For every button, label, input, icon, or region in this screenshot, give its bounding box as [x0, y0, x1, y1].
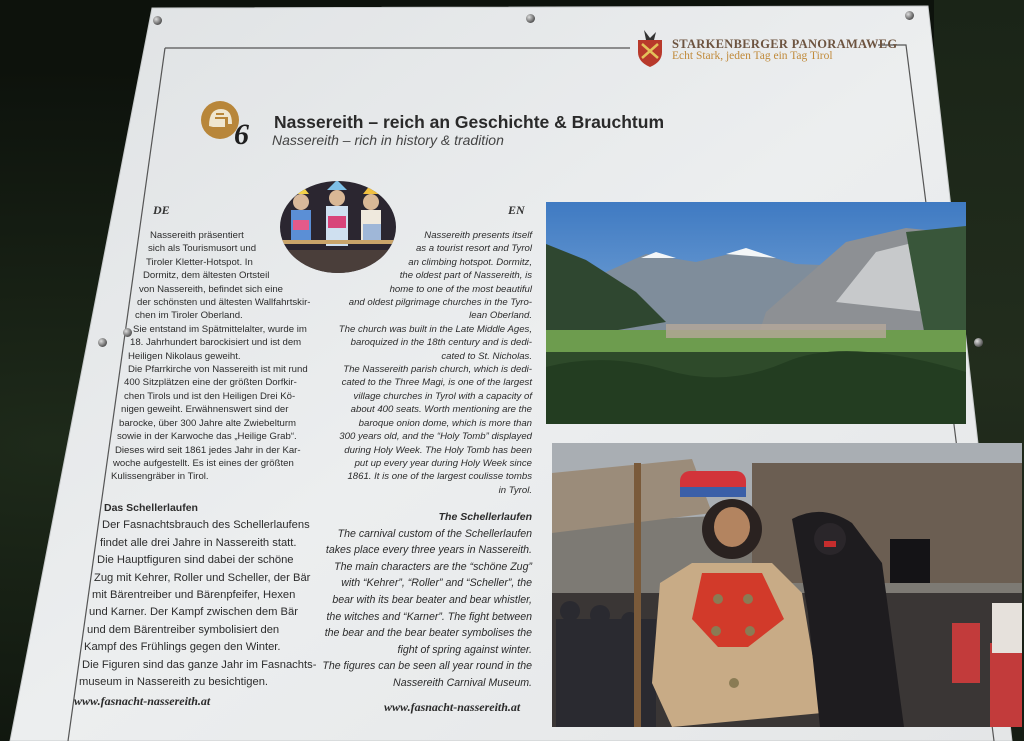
de-line: von Nassereith, befindet sich eine: [139, 283, 283, 295]
de-line: sich als Tourismusort und: [148, 243, 257, 255]
de-line: Dormitz, dem ältesten Ortsteil: [143, 270, 270, 282]
de-line: findet alle drei Jahre in Nassereith statt.: [100, 536, 297, 549]
screw-icon: [98, 338, 107, 347]
en-line: The church was built in the Late Middle Ages,: [338, 323, 532, 335]
de-line: sowie in der Karwoche das „Heilige Grab“.: [117, 431, 297, 443]
brand-title: STARKENBERGER PANORAMAWEG: [672, 37, 898, 51]
en-text-block-2: [300, 509, 532, 692]
lang-label-en: EN: [508, 203, 525, 217]
lang-label-de: DE: [153, 203, 170, 217]
en-line: fight of spring against winter.: [397, 643, 532, 656]
en-line: an climbing hotspot. Dormitz,: [408, 256, 532, 268]
de-line: mit Bärentreiber und Bärenpfeifer, Hexen: [92, 589, 296, 602]
en-line: cated to the Three Magi, is one of the largest: [341, 377, 532, 389]
en-line: Nassereith Carnival Museum.: [393, 676, 532, 689]
page-subtitle: Nassereith – rich in history & tradition: [272, 132, 504, 148]
en-line: as a tourist resort and Tyrol: [415, 243, 532, 255]
screw-icon: [153, 16, 162, 25]
en-website-link[interactable]: www.fasnacht-nassereith.at: [384, 700, 521, 714]
en-line: the witches and “Karner”. The fight between: [326, 610, 532, 623]
en-line: The main characters are the “schöne Zug”: [334, 560, 532, 573]
en-line: the bear and the bear beater symbolises the: [324, 627, 532, 640]
carnival-photo: [552, 443, 1022, 727]
de-line: Tiroler Kletter-Hotspot. In: [146, 256, 253, 268]
de-line: Dieses wird seit 1861 jedes Jahr in der Kar-: [115, 444, 301, 456]
en-line: put up every year during Holy Week since: [354, 457, 532, 469]
de-website-link[interactable]: www.fasnacht-nassereith.at: [74, 694, 211, 708]
de-line: der schönsten und ältesten Wallfahrtskir-: [137, 297, 311, 309]
de-line: museum in Nassereith zu besichtigen.: [79, 676, 269, 689]
en-line: the oldest part of Nassereith, is: [399, 270, 532, 282]
station-number: 6: [234, 118, 249, 151]
de-line: chen im Tiroler Oberland.: [135, 310, 243, 322]
de-line: Nassereith präsentiert: [150, 230, 244, 241]
helmet-badge-icon: [196, 100, 260, 148]
en-line: The figures can be seen all year round in the: [322, 660, 532, 673]
de-line: Sie entstand im Spätmittelalter, wurde im: [133, 323, 307, 335]
en-line: in Tyrol.: [498, 484, 532, 496]
en-line: with “Kehrer”, “Roller” and “Scheller”, the: [341, 577, 532, 590]
de-section-header: Das Schellerlaufen: [104, 502, 198, 514]
de-line: woche aufgestellt. Es ist eines der größten: [113, 457, 294, 469]
en-line: and oldest pilgrimage churches in the Tyro-: [348, 297, 532, 309]
de-line: 400 Sitzplätzen eine der größten Dorfkir-: [124, 377, 297, 389]
de-line: Kulissengräber in Tirol.: [111, 471, 209, 483]
de-text-block-1: [111, 229, 336, 484]
en-line: baroquized in the 18th century and is dedi-: [350, 337, 532, 349]
de-line: Die Pfarrkirche von Nassereith ist mit rund: [128, 364, 308, 376]
en-line: 300 years old, and the “Holy Tomb” displayed: [339, 431, 532, 443]
de-line: und Karner. Der Kampf zwischen dem Bär: [89, 606, 298, 619]
en-line: The carnival custom of the Schellerlaufen: [337, 527, 532, 540]
de-line: Heiligen Nikolaus geweiht.: [128, 350, 241, 362]
en-line: lean Oberland.: [469, 310, 532, 322]
de-line: Kampf des Frühlings gegen den Winter.: [84, 641, 281, 654]
screw-icon: [905, 11, 914, 20]
en-line: about 400 seats. Worth mentioning are the: [350, 404, 532, 416]
crest-icon: [634, 28, 666, 68]
de-line: Die Figuren sind das ganze Jahr im Fasnachts-: [82, 658, 317, 671]
en-line: home to one of the most beautiful: [389, 283, 532, 295]
brand-slogan: Echt Stark, jeden Tag ein Tag Tirol: [672, 50, 833, 62]
en-line: bear with its bear beater and bear whistler,: [332, 593, 532, 606]
de-line: chen Tirols und ist den Heiligen Drei Kö-: [124, 390, 296, 402]
en-line: The Nassereith parish church, which is dedi-: [343, 364, 532, 376]
landscape-photo: [546, 202, 966, 424]
en-section-header: The Schellerlaufen: [438, 511, 532, 523]
de-line: barocke, über 300 Jahre alte Zwiebelturm: [119, 417, 297, 429]
de-line: und dem Bärentreiber symbolisiert den: [87, 623, 280, 636]
en-line: takes place every three years in Nassereith.: [325, 544, 532, 557]
screw-icon: [526, 14, 535, 23]
de-line: nigen geweiht. Erwähnenswert sind der: [121, 404, 289, 416]
en-line: during Holy Week. The Holy Tomb has been: [344, 444, 532, 456]
en-line: 1861. It is one of the largest coulisse tombs: [347, 471, 532, 483]
de-line: 18. Jahrhundert barockisiert und ist dem: [130, 337, 302, 349]
en-text-block-1: [322, 229, 532, 497]
en-line: cated to St. Nicholas.: [441, 350, 532, 362]
screw-icon: [974, 338, 983, 347]
de-line: Die Hauptfiguren sind dabei der schöne: [97, 554, 294, 567]
en-line: village churches in Tyrol with a capacity of: [353, 390, 532, 402]
en-line: Nassereith presents itself: [424, 230, 532, 241]
page-title: Nassereith – reich an Geschichte & Brauchtum: [274, 112, 664, 132]
en-line: baroque onion dome, which is more than: [358, 417, 532, 429]
de-line: Der Fasnachtsbrauch des Schellerlaufens: [102, 519, 310, 532]
de-line: Zug mit Kehrer, Roller und Scheller, der Bär: [94, 571, 311, 584]
